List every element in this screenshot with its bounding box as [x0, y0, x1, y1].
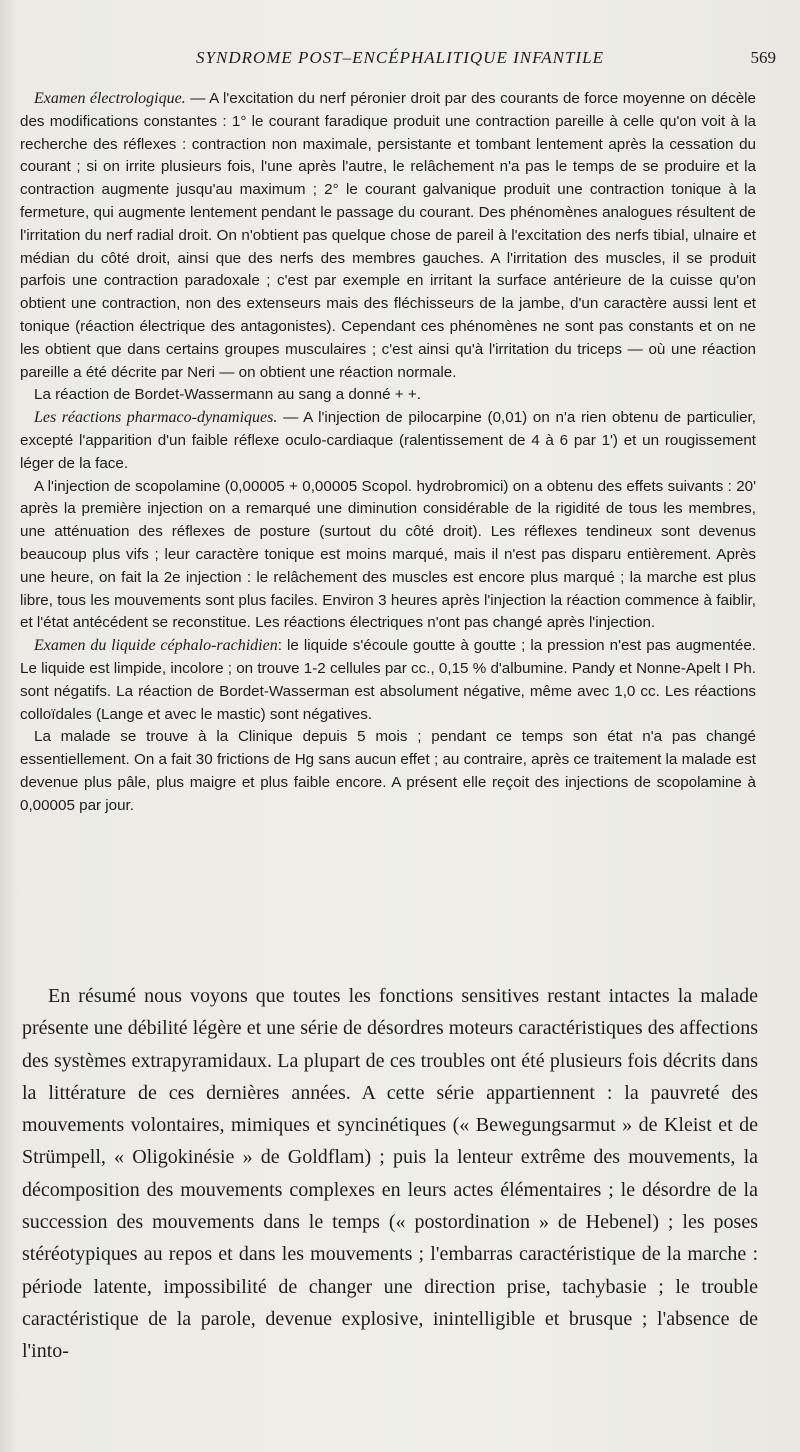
section-lead: Examen du liquide céphalo-rachidien: [34, 637, 278, 655]
running-title: SYNDROME POST–ENCÉPHALITIQUE INFANTILE: [196, 48, 604, 67]
page-header: [24, 48, 776, 72]
paragraph-pharmacodynamic: [20, 407, 756, 475]
paragraph-text: — A l'excitation du nerf péronier droit par des courants de force moyenne on décèle des modifications constantes : 1° le courant faradique produit une contraction pareille à celle qu'on voit à la recherche des réflexes : contraction non maximale, persistante et tombant lentement après la cessation du courant ; si on irrite plusieurs fois, l'une après l'autre, le relâchement n'a pas le temps de se produire et la contraction augmente jusqu'au maximum ; 2° le courant galvanique produit une contraction tonique à la fermeture, qui augmente lentement pendant le passage du courant. Des phénomènes analogues résultent de l'irritation du nerf radial droit. On n'obtient pas quelque chose de pareil à l'excitation des nerfs tibial, ulnaire et médian du côté droit, ainsi que des nerfs des membres gauches. A l'irritation des muscles, il se produit parfois une contraction paradoxale ; c'est par exemple en irritant la surface antérieure de la cuisse qu'on obtient une contraction, non des extenseurs mais des fléchisseurs de la jambe, d'un caractère aussi lent et tonique (réaction électrique des antagonistes). Cependant ces phénomènes ne sont pas constants et on ne les obtient que dans certains groupes musculaires ; c'est ainsi qu'à l'irritation du triceps — où une réaction pareille a été décrite par Neri — on obtient une réaction normale.: [20, 90, 756, 381]
paragraph-text: La réaction de Bordet-Wassermann au sang a donné + +.: [34, 386, 421, 404]
case-report-text: [20, 88, 756, 818]
page-number: 569: [750, 48, 776, 67]
paragraph-text: A l'injection de scopolamine (0,00005 + 0,00005 Scopol. hydrobromici) on a obtenu des effets suivants : 20' après la première injection on a remarqué une diminution considérable de la rigidité de tous les membres, une atténuation des réflexes de posture (surtout du côté droit). Les réflexes tendineux sont devenus beaucoup plus vifs ; leur caractère tonique est moins marqué, mais il n'est pas disparu entièrement. Après une heure, on fait la 2e injection : le relâchement des muscles est encore plus marqué ; la marche est plus libre, tous les mouvements sont plus faciles. Environ 3 heures après l'injection la réaction commence à faiblir, et l'état antécédent se reconstitue. Les réactions électriques n'ont pas changé après l'injection.: [20, 477, 756, 632]
section-lead: Examen électrologique.: [34, 90, 186, 107]
paragraph-scopolamine: [20, 476, 756, 636]
paragraph-text: La malade se trouve à la Clinique depuis 5 mois ; pendant ce temps son état n'a pas changé essentiellement. On a fait 30 frictions de Hg sans aucun effet ; au contraire, après ce traitement la malade est devenue plus pâle, plus maigre et plus faible encore. A présent elle reçoit des injections de scopolamine à 0,00005 par jour.: [20, 728, 756, 814]
paragraph-text: : le liquide s'écoule goutte à goutte ; la pression n'est pas augmentée. Le liquide est limpide, incolore ; on trouve 1-2 cellules par cc., 0,15 % d'albumine. Pandy et Nonne-Apelt I Ph. sont négatifs. La réaction de Bordet-Wasserman est absolument négative, même avec 1,0 cc. Les réactions colloïdales (Lange et avec le mastic) sont négatives.: [20, 637, 757, 723]
paragraph-csf-exam: [20, 635, 756, 726]
paragraph-text: — A l'injection de pilocarpine (0,01) on n'a rien obtenu de particulier, excepté l'apparition d'un faible réflexe oculo-cardiaque (ralentissement de 4 à 6 par 1') et un rougissement léger de la face.: [20, 409, 756, 472]
section-lead: Les réactions pharmaco-dynamiques.: [34, 409, 278, 427]
paragraph-bordet-wassermann: [20, 384, 756, 407]
summary-text: [22, 980, 758, 1368]
summary-paragraph: En résumé nous voyons que toutes les fonctions sensitives restant intactes la malade présente une débilité légère et une série de désordres moteurs caractéristiques des affections des systèmes extrapyramidaux. La plupart de ces troubles ont été plusieurs fois décrits dans la littérature de ces dernières années. A cette série appartiennent : la pauvreté des mouvements volontaires, mimiques et syncinétiques (« Bewegungsarmut » de Kleist et de Strümpell, « Oligokinésie » de Goldflam) ; puis la lenteur extrême des mouvements, la décomposition des mouvements complexes en leurs actes élémentaires ; le désordre de la succession des mouvements dans le temps (« postordination » de Hebenel) ; les poses stéréotypiques au repos et dans les mouvements ; l'embarras caractéristique de la marche : période latente, impossibilité de changer une direction prise, tachybasie ; le trouble caractéristique de la parole, devenue explosive, inintelligible et brusque ; l'absence de l'into-: [22, 985, 758, 1363]
paragraph-electrologic-exam: [20, 88, 756, 384]
paragraph-clinical-course: [20, 726, 756, 817]
